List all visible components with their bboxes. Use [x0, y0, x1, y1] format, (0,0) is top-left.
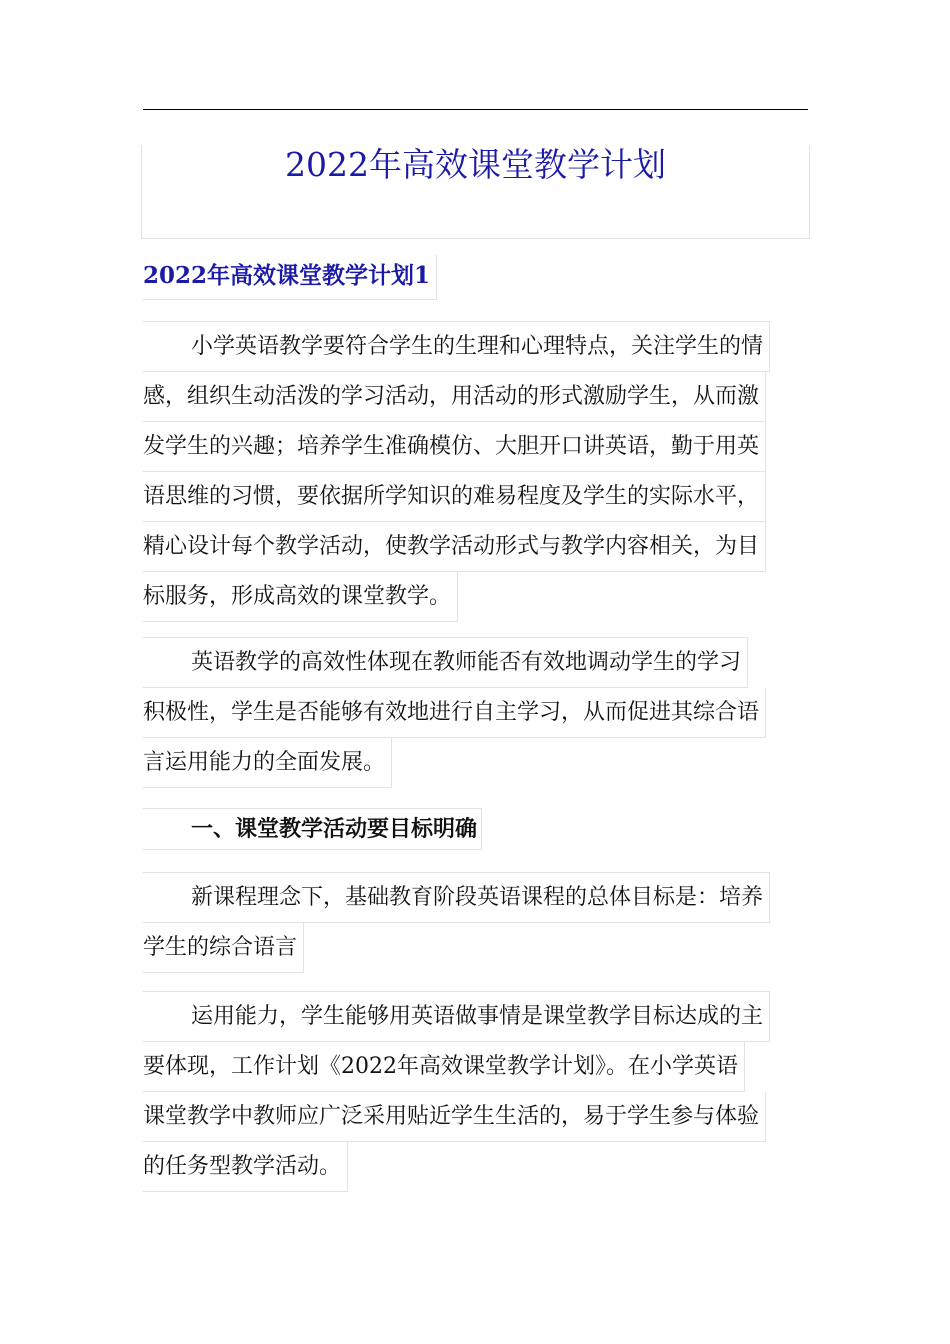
paragraph-1 — [143, 321, 770, 622]
paragraph-line: 新课程理念下，基础教育阶段英语课程的总体目标是：培养 — [143, 872, 770, 923]
paragraph-line: 语思维的习惯，要依据所学知识的难易程度及学生的实际水平， — [143, 472, 766, 522]
paragraph-line: 的任务型教学活动。 — [143, 1142, 348, 1192]
paragraph-line: 精心设计每个教学活动，使教学活动形式与教学内容相关，为目 — [143, 522, 766, 572]
document-title: 2022年高效课堂教学计划 — [285, 145, 666, 184]
paragraph-2 — [143, 637, 766, 788]
paragraph-3 — [143, 872, 770, 973]
paragraph-line: 积极性，学生是否能够有效地进行自主学习，从而促进其综合语 — [143, 688, 766, 738]
paragraph-line: 课堂教学中教师应广泛采用贴近学生生活的，易于学生参与体验 — [143, 1092, 766, 1142]
paragraph-line: 发学生的兴趣；培养学生准确模仿、大胆开口讲英语，勤于用英 — [143, 422, 766, 472]
paragraph-line: 小学英语教学要符合学生的生理和心理特点，关注学生的情 — [143, 321, 770, 372]
paragraph-line: 学生的综合语言 — [143, 923, 304, 973]
paragraph-line: 感，组织生动活泼的学习活动，用活动的形式激励学生，从而激 — [143, 372, 766, 422]
paragraph-4 — [143, 991, 770, 1192]
title-box — [141, 145, 810, 239]
paragraph-line: 英语教学的高效性体现在教师能否有效地调动学生的学习 — [143, 637, 748, 688]
paragraph-line: 运用能力，学生能够用英语做事情是课堂教学目标达成的主 — [143, 991, 770, 1042]
section-heading: 2022年高效课堂教学计划1 — [143, 255, 437, 300]
subheading-goal: 一、课堂教学活动要目标明确 — [143, 808, 482, 850]
paragraph-line: 要体现，工作计划《2022年高效课堂教学计划》。在小学英语 — [143, 1042, 745, 1092]
paragraph-line: 言运用能力的全面发展。 — [143, 738, 392, 788]
paragraph-line: 标服务，形成高效的课堂教学。 — [143, 572, 458, 622]
top-rule — [143, 109, 808, 110]
